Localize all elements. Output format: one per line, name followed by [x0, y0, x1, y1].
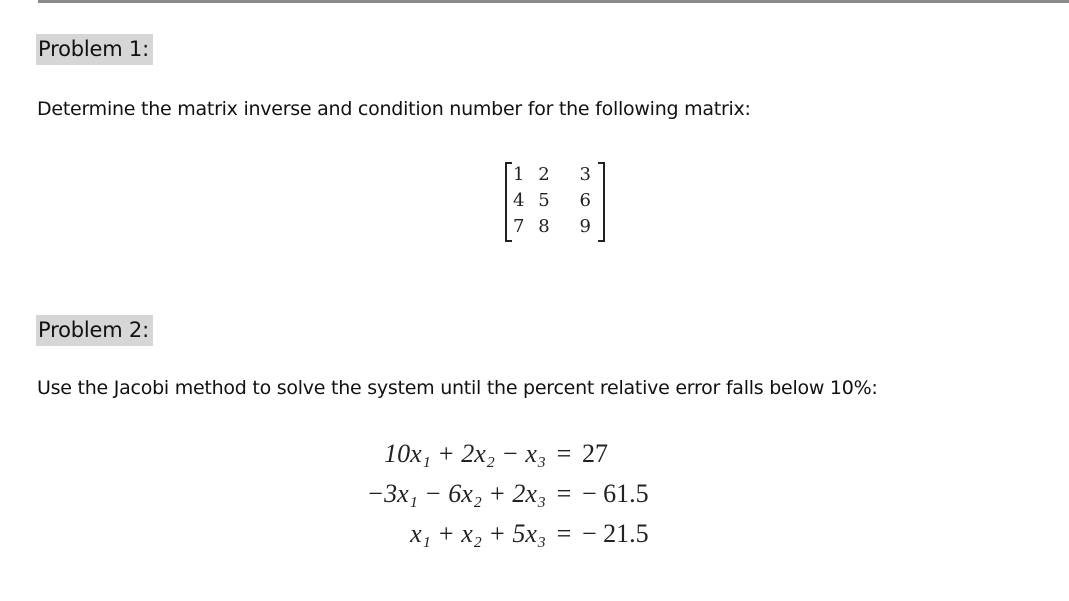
equation-row: [300, 514, 720, 554]
matrix-cell: 8: [538, 216, 550, 237]
equation-row: [300, 434, 720, 474]
top-divider: [38, 0, 1069, 3]
equation-system: [300, 434, 720, 554]
matrix-cell: 9: [579, 216, 591, 237]
equation-rhs: 27: [582, 439, 608, 468]
problem-2-statement: Use the Jacobi method to solve the system until the percent relative error falls below 10%:: [37, 377, 878, 399]
matrix-cell: 2: [538, 164, 550, 185]
equation-lhs: x₁ + x₂ + 5x₃: [410, 519, 546, 548]
matrix-right-bracket: [598, 162, 605, 242]
equals-sign: =: [556, 439, 572, 468]
equation-rhs: − 21.5: [582, 519, 649, 548]
equation-lhs: −3x₁ − 6x₂ + 2x₃: [366, 479, 546, 508]
matrix-cell: 4: [513, 190, 525, 211]
equals-sign: =: [556, 519, 572, 548]
problem-1-heading: Problem 1:: [36, 34, 153, 65]
equation-lhs: 10x₁ + 2x₂ − x₃: [384, 439, 546, 468]
matrix-cell: 7: [513, 216, 525, 237]
matrix-grid: [513, 162, 599, 240]
matrix-cell: 3: [579, 164, 591, 185]
matrix-cell: 5: [538, 190, 550, 211]
problem-2-heading: Problem 2:: [36, 315, 153, 346]
matrix-cell: 6: [579, 190, 591, 211]
matrix-left-bracket: [505, 162, 512, 242]
equation-rhs: − 61.5: [582, 479, 649, 508]
equation-row: [300, 474, 720, 514]
matrix-cell: 1: [513, 164, 525, 185]
equals-sign: =: [556, 479, 572, 508]
matrix: [505, 160, 605, 245]
problem-1-statement: Determine the matrix inverse and condition number for the following matrix:: [37, 98, 751, 120]
